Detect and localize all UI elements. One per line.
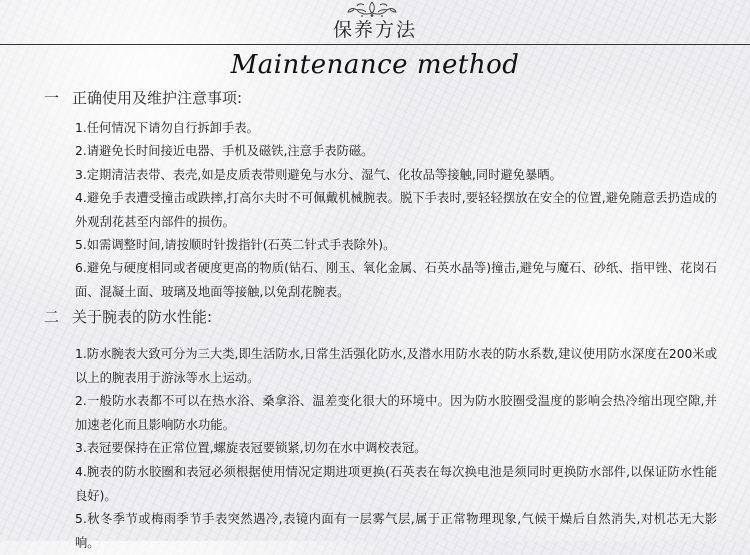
section-title: 关于腕表的防水性能: bbox=[72, 308, 213, 326]
list-item: 2.请避免长时间接近电器、手机及磁铁,注意手表防磁。 bbox=[75, 144, 374, 159]
list-item: 5.如需调整时间,请按顺时针拨指针(石英二针式手表除外)。 bbox=[75, 238, 396, 253]
page-title: 保养方法 bbox=[332, 19, 417, 41]
list-item: 4.避免手表遭受撞击或跌摔,打高尔夫时不可佩戴机械腕表。脱下手表时,要轻轻摆放在安全的位置,避免随意丢扔造成的外观刮花甚至内部件的损伤。 bbox=[75, 191, 717, 229]
list-item: 4.腕表的防水胶圈和表冠必须根据使用情况定期进项更换(石英表在每次换电池是须同时更换防水部件,以保证防水性能良好)。 bbox=[75, 464, 717, 503]
list-item: 1.任何情况下请勿自行拆卸手表。 bbox=[75, 121, 259, 135]
list-item: 1.防水腕表大致可分为三大类,即生活防水,日常生活强化防水,及潜水用防水表的防水系数,建议使用防水深度在200米或以上的腕表用于游泳等水上运动。 bbox=[75, 347, 717, 385]
section-title: 正确使用及维护注意事项: bbox=[72, 89, 243, 107]
section-item-list bbox=[75, 343, 717, 555]
section-item-list bbox=[75, 117, 717, 304]
list-item: 2.一般防水表都不可以在热水浴、桑拿浴、温差变化很大的环境中。因为防水胶圈受温度的影响会热冷缩出现空隙,并加速老化而且影响防水功能。 bbox=[75, 394, 717, 432]
section-number: 二 bbox=[44, 308, 60, 326]
list-item: 3.定期清洁表带、表壳,如是皮质表带则避免与水分、湿气、化妆品等接触,同时避免暴晒。 bbox=[75, 167, 562, 182]
list-item: 3.表冠要保持在正常位置,螺旋表冠要锁紧,切勿在水中调校表冠。 bbox=[75, 441, 427, 456]
section-heading bbox=[44, 88, 242, 108]
list-item: 5.秋冬季节或梅雨季节手表突然遇冷,表镜内面有一层雾气层,属于正常物理现象,气候干燥后自然消失,对机芯无大影响。 bbox=[75, 512, 717, 550]
header-divider bbox=[0, 44, 750, 45]
list-item: 6.避免与硬度相同或者硬度更高的物质(钻石、刚玉、氧化金属、石英水晶等)撞击,避免与魔石、砂纸、指甲锉、花岗石面、混凝土面、玻璃及地面等接触,以免刮花腕表。 bbox=[75, 261, 717, 299]
section-number: 一 bbox=[44, 89, 60, 107]
section-heading bbox=[44, 307, 212, 327]
page-subtitle: Maintenance method bbox=[230, 50, 520, 80]
flourish-ornament-icon bbox=[342, 0, 402, 18]
